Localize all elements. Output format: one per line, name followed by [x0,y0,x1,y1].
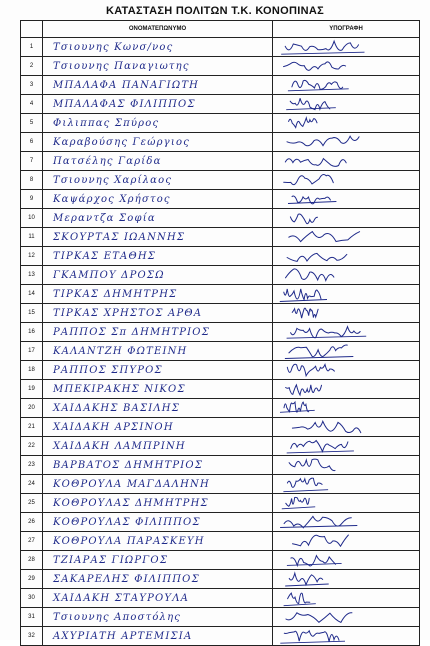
citizens-table [20,20,420,646]
signature-scribble [273,570,419,588]
signature-scribble [273,304,419,322]
row-number: 23 [21,456,43,475]
table-row [21,190,420,209]
table-row [21,114,420,133]
signature-cell [273,589,420,608]
signature-scribble [273,399,419,417]
row-number: 21 [21,418,43,437]
signature-underline [285,357,353,359]
signature-underline [280,300,327,302]
header-number [21,21,43,38]
signature-scribble [273,228,419,246]
signature-cell [273,152,420,171]
table-row [21,456,420,475]
row-number: 5 [21,114,43,133]
table-row [21,285,420,304]
handwritten-name: Τσιουνης Αποστόλης [43,608,273,627]
header-name: ΟΝΟΜΑΤΕΠΩΝΥΜΟ [43,21,273,38]
signature-scribble [273,209,419,227]
handwritten-name: Πατσέλης Γαρίδα [43,152,273,171]
signature-underline [285,584,329,586]
handwritten-name: ΣΚΟΥΡΤΑΣ ΙΩΑΝΝΗΣ [43,228,273,247]
signature-cell [273,608,420,627]
row-number: 16 [21,323,43,342]
table-row [21,437,420,456]
signature-scribble [273,171,419,189]
table-row [21,475,420,494]
handwritten-name: ΤΖΙΑΡΑΣ ΓΙΩΡΓΟΣ [43,551,273,570]
signature-scribble [273,608,419,626]
signature-scribble [273,76,419,94]
handwritten-name: Καραβούσης Γεώργιος [43,133,273,152]
signature-scribble [273,437,419,455]
signature-underline [288,89,349,91]
signature-underline [282,507,315,509]
signature-stroke [288,593,310,603]
table-row [21,589,420,608]
signature-cell [273,57,420,76]
handwritten-name: Τσιουνης Παναγιωτης [43,57,273,76]
signature-scribble [273,418,419,436]
signature-stroke [289,118,317,128]
table-row [21,570,420,589]
signature-stroke [284,62,346,70]
table-row [21,152,420,171]
signature-stroke [292,308,318,318]
handwritten-name: ΡΑΠΠΟΣ ΣΠΥΡΟΣ [43,361,273,380]
row-number: 19 [21,380,43,399]
signature-cell [273,418,420,437]
signature-scribble [273,551,419,569]
handwritten-name: ΡΑΠΠΟΣ Σπ ΔΗΜΗΤΡΙΟΣ [43,323,273,342]
row-number: 22 [21,437,43,456]
handwritten-name: ΜΠΑΛΑΦΑ ΠΑΝΑΓΙΩΤΗ [43,76,273,95]
row-number: 24 [21,475,43,494]
signature-cell [273,570,420,589]
handwritten-name: ΜΠΑΛΑΦΑΣ ΦΙΛΙΠΠΟΣ [43,95,273,114]
signature-scribble [273,323,419,341]
signature-cell [273,399,420,418]
signature-stroke [287,136,359,146]
signature-underline [284,604,316,606]
signature-scribble [273,475,419,493]
signature-cell [273,228,420,247]
table-row [21,494,420,513]
table-row [21,304,420,323]
signature-cell [273,475,420,494]
handwritten-name: ΧΑΙΔΑΚΗ ΑΡΣΙΝΟΗ [43,418,273,437]
signature-stroke [287,253,347,261]
handwritten-name: Μεραντζα Σοφία [43,209,273,228]
signature-cell [273,513,420,532]
signature-scribble [273,456,419,474]
signature-stroke [284,174,334,184]
signature-stroke [287,364,334,376]
handwritten-name: Τσιουνης Χαρίλαος [43,171,273,190]
signature-cell [273,456,420,475]
row-number: 25 [21,494,43,513]
row-number: 8 [21,171,43,190]
handwritten-name: ΚΟΘΡΟΥΛΑΣ ΦΙΛΙΠΠΟΣ [43,513,273,532]
signature-cell [273,95,420,114]
table-row [21,342,420,361]
signature-scribble [273,190,419,208]
signature-scribble [273,627,419,645]
signature-scribble [273,361,419,379]
signature-scribble [273,95,419,113]
signature-underline [280,526,357,528]
signature-stroke [290,214,317,224]
signature-cell [273,190,420,209]
handwritten-name: ΤΙΡΚΑΣ ΕΤΑΘΗΣ [43,247,273,266]
signature-cell [273,38,420,57]
table-row [21,228,420,247]
signature-scribble [273,589,419,607]
signature-scribble [273,114,419,132]
signature-stroke [289,345,347,357]
signature-scribble [273,513,419,531]
signature-underline [288,202,336,204]
signature-underline [287,451,354,453]
handwritten-name: ΤΙΡΚΑΣ ΧΡΗΣΤΟΣ ΑΡΘΑ [43,304,273,323]
row-number: 2 [21,57,43,76]
table-row [21,209,420,228]
handwritten-name: ΚΟΘΡΟΥΛΑ ΜΑΓΔΑΛΗΝΗ [43,475,273,494]
table-row [21,323,420,342]
handwritten-name: ΓΚΑΜΠΟΥ ΔΡΟΣΩ [43,266,273,285]
signature-cell [273,532,420,551]
signature-scribble [273,380,419,398]
signature-cell [273,323,420,342]
row-number: 32 [21,627,43,646]
handwritten-name: Φιλιππας Σπύρος [43,114,273,133]
signature-scribble [273,342,419,360]
row-number: 29 [21,570,43,589]
row-number: 26 [21,513,43,532]
signature-scribble [273,38,419,56]
signature-scribble [273,266,419,284]
table-header-row [21,21,420,38]
signature-cell [273,551,420,570]
signature-cell [273,247,420,266]
signature-scribble [273,494,419,512]
handwritten-name: ΒΑΡΒΑΤΟΣ ΔΗΜΗΤΡΙΟΣ [43,456,273,475]
table-row [21,399,420,418]
row-number: 27 [21,532,43,551]
row-number: 28 [21,551,43,570]
signature-stroke [293,535,349,546]
signature-stroke [287,478,322,487]
signature-scribble [273,532,419,550]
table-row [21,418,420,437]
signature-stroke [284,631,339,642]
row-number: 6 [21,133,43,152]
signature-cell [273,304,420,323]
signature-cell [273,437,420,456]
row-number: 15 [21,304,43,323]
signature-cell [273,76,420,95]
row-number: 7 [21,152,43,171]
signature-cell [273,133,420,152]
signature-stroke [291,327,361,338]
handwritten-name: ΜΠΕΚΙΡΑΚΗΣ ΝΙΚΟΣ [43,380,273,399]
table-row [21,513,420,532]
table-row [21,532,420,551]
table-row [21,361,420,380]
signature-cell [273,361,420,380]
signature-scribble [273,285,419,303]
handwritten-name: ΑΧΥΡΙΑΤΗ ΑΡΤΕΜΙΣΙΑ [43,627,273,646]
row-number: 14 [21,285,43,304]
row-number: 20 [21,399,43,418]
signature-cell [273,209,420,228]
row-number: 12 [21,247,43,266]
signature-cell [273,342,420,361]
signature-underline [287,336,367,338]
row-number: 18 [21,361,43,380]
table-row [21,171,420,190]
signature-stroke [285,159,346,167]
row-number: 30 [21,589,43,608]
signature-stroke [285,41,358,50]
signature-cell [273,266,420,285]
signature-stroke [286,385,322,395]
table-row [21,551,420,570]
signature-stroke [286,497,309,506]
signature-stroke [291,441,348,452]
signature-cell [273,114,420,133]
table-row [21,266,420,285]
row-number: 3 [21,76,43,95]
handwritten-name: ΧΑΙΔΑΚΗΣ ΒΑΣΙΛΗΣ [43,399,273,418]
signature-cell [273,627,420,646]
table-row [21,627,420,646]
signature-scribble [273,133,419,151]
table-row [21,247,420,266]
signature-underline [283,490,328,492]
document-title: ΚΑΤΑΣΤΑΣΗ ΠΟΛΙΤΩΝ Τ.Κ. ΚΟΝΟΠΙΝΑΣ [105,5,324,17]
signature-stroke [289,573,323,584]
signature-underline [287,563,342,565]
signature-underline [281,52,364,54]
row-number: 13 [21,266,43,285]
signature-scribble [273,247,419,265]
row-number: 10 [21,209,43,228]
table-row [21,133,420,152]
signature-scribble [273,57,419,75]
table-body [21,38,420,646]
signature-cell [273,171,420,190]
table-row [21,57,420,76]
handwritten-name: ΣΑΚΑΡΕΛΗΣ ΦΙΛΙΠΠΟΣ [43,570,273,589]
signature-stroke [289,232,360,242]
table-row [21,95,420,114]
signature-cell [273,285,420,304]
signature-cell [273,380,420,399]
row-number: 11 [21,228,43,247]
signature-stroke [286,613,352,623]
table-row [21,38,420,57]
handwritten-name: ΚΑΛΑΝΤΖΗ ΦΩΤΕΙΝΗ [43,342,273,361]
signature-stroke [289,459,335,470]
table-row [21,608,420,627]
signature-cell [273,494,420,513]
row-number: 17 [21,342,43,361]
handwritten-name: ΧΑΙΔΑΚΗ ΣΤΑΥΡΟΥΛΑ [43,589,273,608]
signature-stroke [286,269,334,281]
handwritten-name: Καψάρχος Χρήστος [43,190,273,209]
signature-underline [280,641,345,643]
table-row [21,76,420,95]
handwritten-name: ΚΟΘΡΟΥΛΑΣ ΔΗΜΗΤΡΗΣ [43,494,273,513]
handwritten-name: ΧΑΙΔΑΚΗ ΛΑΜΠΡΙΝΗ [43,437,273,456]
signature-stroke [292,421,360,432]
handwritten-name: Τσιουνης Κωνσ/νος [43,38,273,57]
row-number: 9 [21,190,43,209]
row-number: 31 [21,608,43,627]
row-number: 4 [21,95,43,114]
header-signature: ΥΠΟΓΡΑΦΗ [273,21,420,38]
row-number: 1 [21,38,43,57]
signature-scribble [273,152,419,170]
handwritten-name: ΤΙΡΚΑΣ ΔΗΜΗΤΡΗΣ [43,285,273,304]
table-row [21,380,420,399]
signature-stroke [292,80,343,89]
signature-stroke [284,289,321,300]
handwritten-name: ΚΟΘΡΟΥΛΑ ΠΑΡΑΣΚΕΥΗ [43,532,273,551]
